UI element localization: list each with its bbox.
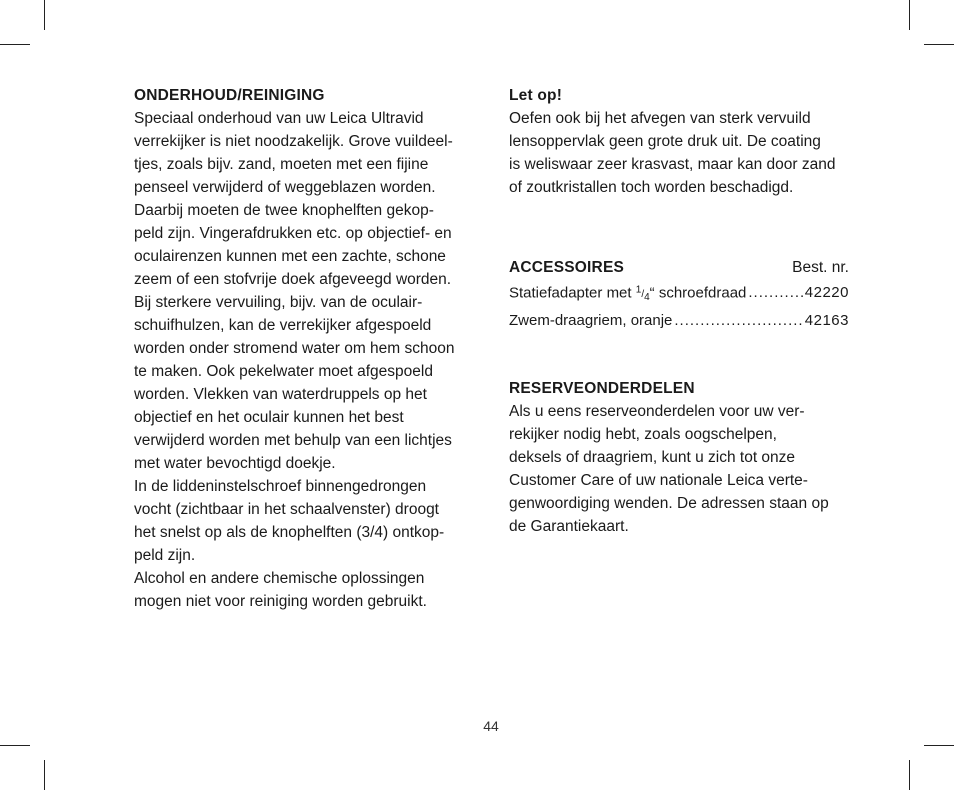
text-line: worden onder stromend water om hem schoon — [134, 340, 455, 357]
text-line: Oefen ook bij het afvegen van sterk vervuild — [509, 110, 811, 127]
text-line: lensoppervlak geen grote druk uit. De coating — [509, 133, 821, 150]
page-number: 44 — [483, 718, 499, 734]
text-line: In de liddeninstelschroef binnengedrongen — [134, 478, 427, 495]
text-line: Customer Care of uw nationale Leica verte- — [509, 472, 808, 490]
crop-mark — [0, 745, 30, 746]
text-line: vocht (zichtbaar in het schaalvenster) droogt — [134, 501, 439, 518]
crop-mark — [44, 760, 45, 790]
accessory-item — [509, 279, 849, 309]
accessories-section — [509, 256, 849, 332]
accessory-name: Zwem-draagriem, oranje — [509, 312, 673, 330]
accessory-name-text: Statiefadapter met — [509, 284, 636, 302]
text-line: rekijker nodig hebt, zoals oogschelpen, — [509, 426, 777, 444]
text-line: verwijderd worden met behulp van een lichtjes — [134, 432, 452, 449]
text-line: de Garantiekaart. — [509, 518, 629, 536]
fraction-numerator: 1 — [635, 285, 642, 296]
note-heading: Let op! — [509, 87, 563, 104]
text-line: of zoutkristallen toch worden beschadigd. — [509, 179, 794, 196]
text-line: objectief en het oculair kunnen het best — [134, 409, 404, 426]
accessory-item — [509, 309, 849, 332]
text-line: schuifhulzen, kan de verrekijker afgespoeld — [134, 317, 432, 334]
maintenance-text — [134, 107, 476, 613]
spare-parts-section — [509, 377, 849, 538]
text-line: het snelst op als de knophelften (3/4) ontkop- — [134, 524, 445, 541]
leader-dots — [674, 309, 802, 332]
note-section — [509, 84, 849, 199]
text-line: peld zijn. — [134, 547, 196, 564]
accessories-heading: ACCESSOIRES — [509, 259, 625, 276]
accessories-header — [509, 256, 849, 279]
order-number: 42163 — [804, 312, 849, 330]
text-line: Daarbij moeten de twee knophelften gekop- — [134, 202, 434, 219]
text-line: penseel verwijderd of weggeblazen worden. — [134, 179, 436, 196]
text-line: worden. Vlekken van waterdruppels op het — [134, 386, 427, 403]
text-line: Bij sterkere vervuiling, bijv. van de oculair- — [134, 294, 423, 311]
crop-mark — [909, 760, 910, 790]
spare-parts-heading: RESERVEONDERDELEN — [509, 380, 695, 398]
text-line: genwoordiging wenden. De adressen staan op — [509, 495, 829, 513]
text-line: peld zijn. Vingerafdrukken etc. op objectief- en — [134, 225, 452, 242]
text-line: tjes, zoals bijv. zand, moeten met een fijine — [134, 156, 429, 173]
order-number-label: Best. nr. — [792, 259, 849, 276]
crop-mark — [924, 745, 954, 746]
crop-mark — [0, 44, 30, 45]
text-line: Speciaal onderhoud van uw Leica Ultravid — [134, 110, 424, 127]
right-column — [509, 84, 849, 538]
leader-dots — [748, 281, 802, 304]
text-line: mogen niet voor reiniging worden gebruikt. — [134, 593, 427, 610]
text-line: met water bevochtigd doekje. — [134, 455, 336, 472]
text-line: verrekijker is niet noodzakelijk. Grove vuildeel- — [134, 133, 453, 150]
text-line: Als u eens reserveonderdelen voor uw ver- — [509, 403, 805, 421]
crop-mark — [909, 0, 910, 30]
fraction: $^1/_4$ — [635, 285, 650, 304]
maintenance-section — [134, 84, 476, 613]
text-line: zeem of een stofvrije doek afgeveegd worden. — [134, 271, 452, 288]
text-line: deksels of draagriem, kunt u zich tot onze — [509, 449, 796, 467]
crop-mark — [924, 44, 954, 45]
text-line: is weliswaar zeer krasvast, maar kan door zand — [509, 156, 836, 173]
crop-mark — [44, 0, 45, 30]
maintenance-heading: ONDERHOUD/REINIGING — [134, 87, 325, 104]
text-line: te maken. Ook pekelwater moet afgespoeld — [134, 363, 433, 380]
spare-parts-text — [509, 400, 849, 538]
fraction-denominator: 4 — [644, 292, 650, 304]
note-text — [509, 107, 849, 199]
accessory-name — [509, 279, 746, 309]
order-number: 42220 — [804, 284, 849, 302]
text-line: Alcohol en andere chemische oplossingen — [134, 570, 425, 587]
accessory-name-text: “ schroefdraad — [649, 284, 747, 302]
text-line: oculairenzen kunnen met een zachte, schone — [134, 248, 446, 265]
